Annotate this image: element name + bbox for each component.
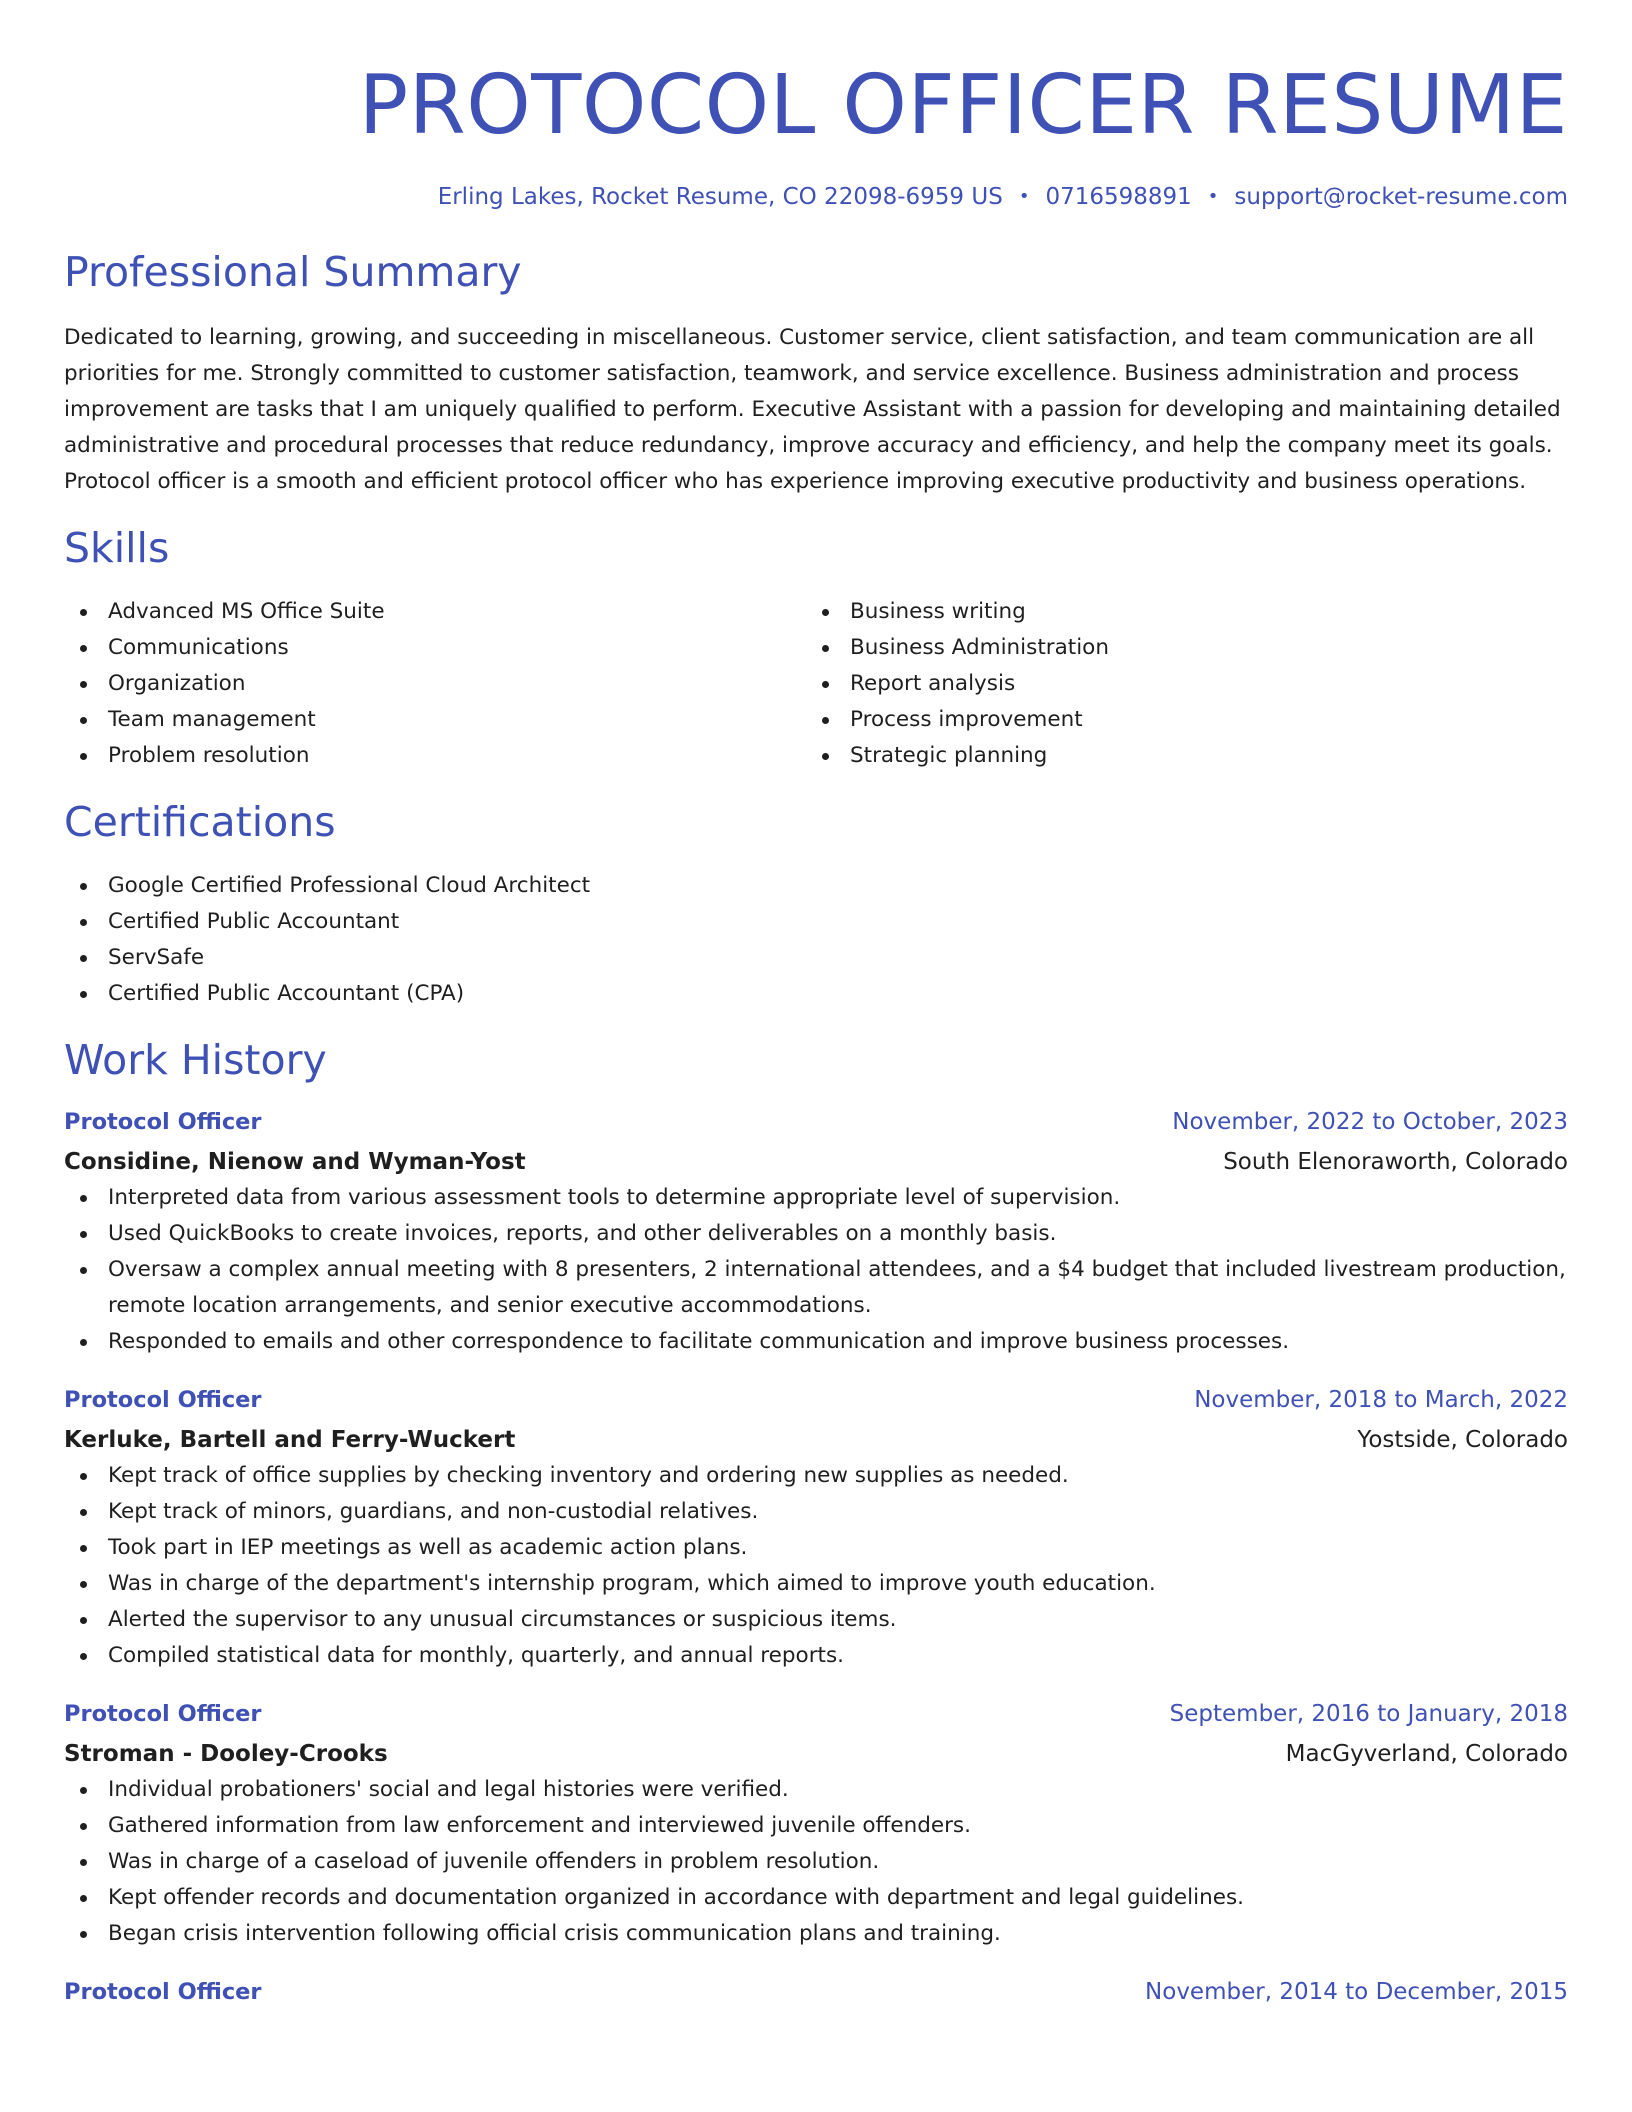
job-bullet: Compiled statistical data for monthly, quarterly, and annual reports. bbox=[64, 1638, 1568, 1674]
skills-column-right bbox=[806, 594, 1548, 774]
job-bullet: Interpreted data from various assessment tools to determine appropriate level of supervision. bbox=[64, 1180, 1568, 1216]
job-subheader bbox=[64, 1144, 1568, 1180]
job-bullet: Used QuickBooks to create invoices, reports, and other deliverables on a monthly basis. bbox=[64, 1216, 1568, 1252]
contact-line bbox=[64, 182, 1568, 212]
bullet-icon bbox=[80, 883, 87, 890]
job-title: Protocol Officer bbox=[64, 1979, 262, 2005]
certifications-list bbox=[64, 868, 1568, 1012]
contact-email: support@rocket-resume.com bbox=[1234, 184, 1568, 210]
contact-address: Erling Lakes, Rocket Resume, CO 22098-6959 US bbox=[437, 184, 1003, 210]
skill-item: Business Administration bbox=[806, 630, 1548, 666]
job-entry bbox=[64, 1974, 1568, 2010]
certifications-heading: Certifications bbox=[64, 798, 336, 846]
job-header bbox=[64, 1974, 1568, 2010]
skill-item: Team management bbox=[64, 702, 806, 738]
job-bullets bbox=[64, 1458, 1568, 1674]
job-header bbox=[64, 1104, 1568, 1140]
job-bullet: Oversaw a complex annual meeting with 8 presenters, 2 international attendees, and a $4 budget that included livestream production, remote location arrangements, and senior executive accommodations. bbox=[64, 1252, 1568, 1324]
bullet-icon bbox=[822, 717, 829, 724]
job-bullet: Began crisis intervention following official crisis communication plans and training. bbox=[64, 1916, 1568, 1952]
skill-item: Organization bbox=[64, 666, 806, 702]
job-title: Protocol Officer bbox=[64, 1109, 262, 1135]
skills-heading: Skills bbox=[64, 524, 170, 572]
job-header bbox=[64, 1382, 1568, 1418]
bullet-icon bbox=[80, 1473, 87, 1480]
bullet-icon bbox=[80, 919, 87, 926]
bullet-icon bbox=[822, 681, 829, 688]
bullet-icon bbox=[80, 1859, 87, 1866]
job-title: Protocol Officer bbox=[64, 1701, 262, 1727]
work-history-heading: Work History bbox=[64, 1036, 327, 1084]
job-dates: September, 2016 to January, 2018 bbox=[1169, 1701, 1568, 1727]
job-company: Kerluke, Bartell and Ferry-Wuckert bbox=[64, 1427, 516, 1453]
job-bullet: Kept offender records and documentation organized in accordance with department and legal guidelines. bbox=[64, 1880, 1568, 1916]
resume-page bbox=[64, 0, 1568, 2010]
summary-text: Dedicated to learning, growing, and succeeding in miscellaneous. Customer service, client satisfaction, and team communication are all priorities for me. Strongly committed to customer satisfaction, teamwork, and service excellence. Business administration and process improvement are tasks that I am uniquely qualified to perform. Executive Assistant with a passion for developing and maintaining detailed administrative and procedural processes that reduce redundancy, improve accuracy and efficiency, and help the company meet its goals. Protocol officer is a smooth and efficient protocol officer who has experience improving executive productivity and business operations. bbox=[64, 325, 1561, 494]
job-bullets bbox=[64, 1772, 1568, 1952]
bullet-icon bbox=[80, 1617, 87, 1624]
job-bullet: Kept track of office supplies by checking inventory and ordering new supplies as needed. bbox=[64, 1458, 1568, 1494]
bullet-icon bbox=[80, 1231, 87, 1238]
certification-item: ServSafe bbox=[64, 940, 1568, 976]
bullet-icon bbox=[80, 609, 87, 616]
skill-item: Communications bbox=[64, 630, 806, 666]
skill-item: Report analysis bbox=[806, 666, 1548, 702]
skills-column-left bbox=[64, 594, 806, 774]
skill-item: Process improvement bbox=[806, 702, 1548, 738]
resume-title: PROTOCOL OFFICER RESUME bbox=[358, 58, 1568, 153]
bullet-icon bbox=[80, 1339, 87, 1346]
certification-item: Google Certified Professional Cloud Architect bbox=[64, 868, 1568, 904]
summary-heading: Professional Summary bbox=[64, 248, 522, 296]
bullet-icon bbox=[822, 645, 829, 652]
bullet-icon bbox=[80, 1581, 87, 1588]
bullet-icon bbox=[80, 753, 87, 760]
bullet-icon bbox=[80, 1545, 87, 1552]
contact-separator: • bbox=[1207, 186, 1219, 207]
skill-item: Advanced MS Office Suite bbox=[64, 594, 806, 630]
contact-phone: 0716598891 bbox=[1045, 184, 1192, 210]
job-subheader bbox=[64, 1736, 1568, 1772]
job-location: Yostside, Colorado bbox=[1357, 1427, 1568, 1453]
bullet-icon bbox=[822, 753, 829, 760]
certification-item: Certified Public Accountant (CPA) bbox=[64, 976, 1568, 1012]
job-bullet: Was in charge of a caseload of juvenile offenders in problem resolution. bbox=[64, 1844, 1568, 1880]
job-subheader bbox=[64, 1422, 1568, 1458]
job-entry bbox=[64, 1382, 1568, 1674]
job-dates: November, 2022 to October, 2023 bbox=[1172, 1109, 1568, 1135]
job-entry bbox=[64, 1104, 1568, 1360]
skill-item: Strategic planning bbox=[806, 738, 1548, 774]
bullet-icon bbox=[80, 681, 87, 688]
skill-item: Problem resolution bbox=[64, 738, 806, 774]
bullet-icon bbox=[80, 1823, 87, 1830]
job-header bbox=[64, 1696, 1568, 1732]
skills-list bbox=[64, 594, 1568, 774]
job-bullet: Was in charge of the department's internship program, which aimed to improve youth education. bbox=[64, 1566, 1568, 1602]
job-dates: November, 2018 to March, 2022 bbox=[1194, 1387, 1568, 1413]
bullet-icon bbox=[80, 645, 87, 652]
certification-item: Certified Public Accountant bbox=[64, 904, 1568, 940]
bullet-icon bbox=[80, 1895, 87, 1902]
bullet-icon bbox=[80, 1931, 87, 1938]
bullet-icon bbox=[80, 1653, 87, 1660]
job-location: South Elenoraworth, Colorado bbox=[1223, 1149, 1568, 1175]
job-bullet: Alerted the supervisor to any unusual circumstances or suspicious items. bbox=[64, 1602, 1568, 1638]
job-bullet: Took part in IEP meetings as well as academic action plans. bbox=[64, 1530, 1568, 1566]
job-entry bbox=[64, 1696, 1568, 1952]
job-company: Considine, Nienow and Wyman-Yost bbox=[64, 1149, 526, 1175]
skill-item: Business writing bbox=[806, 594, 1548, 630]
bullet-icon bbox=[80, 717, 87, 724]
job-bullet: Kept track of minors, guardians, and non-custodial relatives. bbox=[64, 1494, 1568, 1530]
job-title: Protocol Officer bbox=[64, 1387, 262, 1413]
bullet-icon bbox=[80, 991, 87, 998]
job-location: MacGyverland, Colorado bbox=[1285, 1741, 1568, 1767]
job-bullet: Individual probationers' social and legal histories were verified. bbox=[64, 1772, 1568, 1808]
bullet-icon bbox=[80, 1509, 87, 1516]
bullet-icon bbox=[80, 955, 87, 962]
bullet-icon bbox=[80, 1267, 87, 1274]
job-bullet: Responded to emails and other correspondence to facilitate communication and improve business processes. bbox=[64, 1324, 1568, 1360]
job-dates: November, 2014 to December, 2015 bbox=[1145, 1979, 1568, 2005]
job-bullet: Gathered information from law enforcement and interviewed juvenile offenders. bbox=[64, 1808, 1568, 1844]
bullet-icon bbox=[80, 1787, 87, 1794]
job-bullets bbox=[64, 1180, 1568, 1360]
bullet-icon bbox=[822, 609, 829, 616]
job-company: Stroman - Dooley-Crooks bbox=[64, 1741, 388, 1767]
bullet-icon bbox=[80, 1195, 87, 1202]
contact-separator: • bbox=[1018, 186, 1030, 207]
